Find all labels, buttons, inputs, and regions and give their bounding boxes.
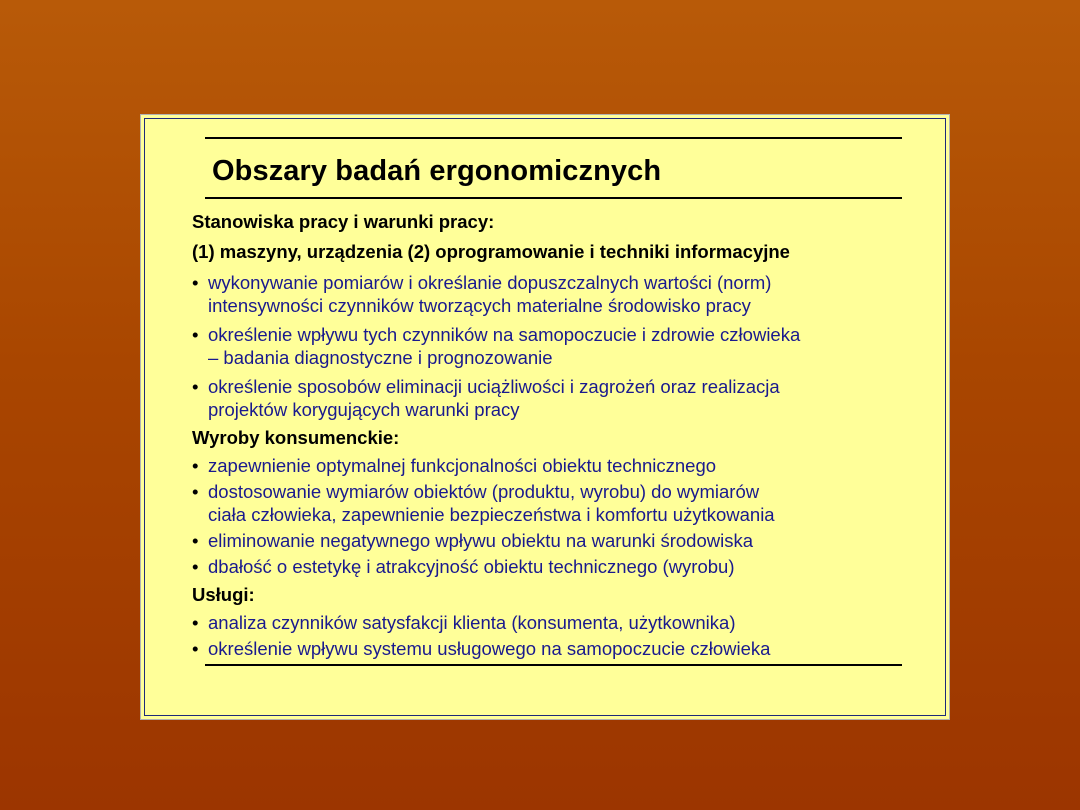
bottom-rule (205, 664, 902, 666)
section-heading-consumer-goods: Wyroby konsumenckie: (192, 427, 400, 448)
list-item: • zapewnienie optymalnej funkcjonalności obiektu technicznego (192, 455, 717, 476)
bullet-icon: • (192, 556, 199, 577)
bullet-icon: • (192, 455, 199, 476)
slide-card (140, 114, 950, 720)
bullet-icon: • (192, 530, 199, 551)
list-item: • dbałość o estetykę i atrakcyjność obiektu technicznego (wyrobu) (192, 556, 735, 577)
list-item: • wykonywanie pomiarów i określanie dopuszczalnych wartości (norm) intensywności czynników tworzących materialne środowisko pracy (192, 272, 772, 316)
title-rule (205, 197, 902, 199)
list-item: • określenie wpływu systemu usługowego na samopoczucie człowieka (192, 638, 771, 659)
bullet-icon: • (192, 612, 199, 633)
list-item: • określenie wpływu tych czynników na samopoczucie i zdrowie człowieka – badania diagnostyczne i prognozowanie (192, 324, 801, 368)
card-border (144, 118, 946, 716)
bullet-icon: • (192, 324, 199, 345)
list-item: • dostosowanie wymiarów obiektów (produktu, wyrobu) do wymiarów ciała człowieka, zapewnienie bezpieczeństwa i komfortu użytkowania (192, 481, 775, 525)
bullet-icon: • (192, 272, 199, 293)
list-item: • analiza czynników satysfakcji klienta (konsumenta, użytkownika) (192, 612, 736, 633)
top-rule (205, 137, 902, 139)
bullet-icon: • (192, 481, 199, 502)
section-heading-services: Usługi: (192, 584, 255, 605)
list-item: • określenie sposobów eliminacji uciążliwości i zagrożeń oraz realizacja projektów korygujących warunki pracy (192, 376, 780, 420)
section-subheading-workstations: (1) maszyny, urządzenia (2) oprogramowanie i techniki informacyjne (192, 241, 790, 262)
slide-title: Obszary badań ergonomicznych (212, 155, 662, 187)
bullet-icon: • (192, 638, 199, 659)
section-heading-workstations: Stanowiska pracy i warunki pracy: (192, 211, 495, 232)
slide-content (192, 209, 927, 660)
list-item: • eliminowanie negatywnego wpływu obiektu na warunki środowiska (192, 530, 754, 551)
bullet-icon: • (192, 376, 199, 397)
